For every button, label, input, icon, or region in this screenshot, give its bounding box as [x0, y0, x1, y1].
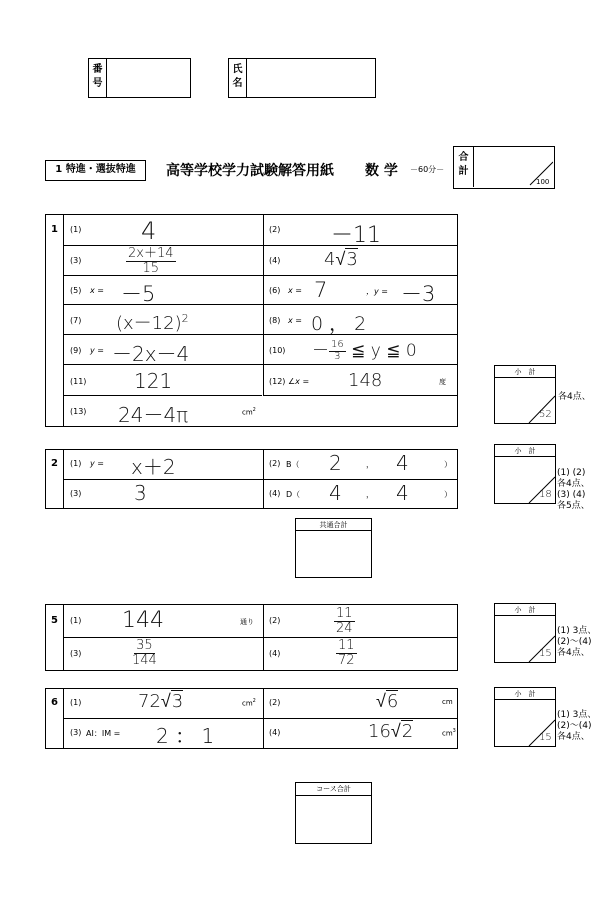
- q2-item-4-close: ）: [444, 490, 452, 499]
- common-total-label: 共通合計: [296, 519, 371, 531]
- q2-item-4-a: 4: [329, 481, 342, 505]
- q6-subtotal-label: 小 計: [495, 688, 555, 700]
- total-label-2: 計: [458, 166, 469, 177]
- q2-item-4-b: 4: [396, 481, 409, 505]
- q5-item-4-numerator: 11: [338, 638, 355, 653]
- q1-item-5-num: (5): [70, 286, 82, 295]
- q1-item-1-num: (1): [70, 225, 82, 234]
- q5-note-line-2: (2)～(4): [557, 637, 592, 647]
- q2-subtotal-score: 18: [539, 489, 552, 500]
- q2-note-line-1: (1) (2): [557, 468, 586, 478]
- subject: 数 学: [365, 163, 398, 179]
- q6-item-4-coef: 16: [368, 721, 391, 742]
- q6-note-line-3: 各4点、: [557, 732, 590, 742]
- q1-item-2-answer: －11: [331, 223, 381, 248]
- q5-item-4-denominator: 72: [338, 652, 355, 668]
- q1-item-5-prefix: x =: [90, 286, 104, 295]
- q5-item-3-fraction: [132, 639, 157, 667]
- q1-item-6-num: (6): [269, 286, 281, 295]
- q1-item-11-answer: 121: [134, 369, 173, 393]
- q2-item-3-answer: 3: [134, 481, 147, 505]
- q2-item-2-b: 4: [396, 451, 409, 475]
- q1-subtotal-box: [494, 365, 556, 424]
- q1-item-10-answer: [312, 336, 417, 362]
- total-max: 100: [536, 178, 550, 186]
- q1-item-4-coef: 4: [324, 249, 336, 270]
- q6-note-line-1: (1) 3点、: [557, 710, 597, 720]
- q1-item-12-num: (12): [269, 377, 286, 386]
- q2-table: [45, 449, 458, 509]
- q1-item-13-unit-base: cm: [242, 408, 253, 417]
- q1-points-note: 各4点、: [558, 392, 591, 402]
- q5-item-1-num: (1): [70, 616, 82, 625]
- time-limit: －60分－: [410, 165, 445, 174]
- q5-item-4-fraction: [336, 639, 357, 667]
- bangou-box: [88, 58, 191, 98]
- course-total-box: [295, 782, 372, 844]
- q6-item-1-unit-exp: 2: [252, 698, 256, 704]
- q1-item-13-unit-exp: 2: [252, 407, 256, 413]
- q6-table: [45, 688, 458, 749]
- q5-note-line-1: (1) 3点、: [557, 626, 597, 636]
- q1-item-6-answer-y: －3: [401, 282, 436, 306]
- q1-item-9-prefix: y =: [90, 346, 104, 355]
- q2-points-note: [557, 468, 590, 512]
- q6-item-4-unit: [442, 728, 456, 737]
- q1-item-7-exponent: 2: [181, 312, 189, 325]
- q5-number: 5: [51, 615, 58, 626]
- q5-item-2-num: (2): [269, 616, 281, 625]
- q5-note-line-3: 各4点、: [557, 648, 590, 658]
- q6-item-3-num: (3): [70, 728, 82, 737]
- q1-item-10-denominator: 3: [334, 350, 341, 362]
- q5-subtotal-box: [494, 603, 556, 663]
- q6-item-1-num: (1): [70, 698, 82, 707]
- q1-item-5-answer: －5: [121, 282, 156, 306]
- q6-item-1-answer: 72√3: [138, 691, 184, 712]
- q2-note-line-2: 各4点、: [557, 479, 590, 489]
- q5-item-1-answer: 144: [122, 608, 164, 633]
- q2-subtotal-label: 小 計: [495, 445, 555, 457]
- course-total-label: コース合計: [296, 783, 371, 796]
- q1-item-3-fraction: [126, 247, 176, 275]
- q1-item-1-answer: 4: [141, 217, 157, 245]
- q5-item-3-denominator: 144: [132, 652, 157, 668]
- q5-item-3-numerator: 35: [136, 638, 153, 653]
- q5-subtotal-score: 15: [539, 648, 552, 659]
- q1-item-10-sign: －: [312, 341, 329, 361]
- q2-item-1-prefix: y =: [90, 459, 104, 468]
- q5-item-1-unit: 通り: [240, 618, 254, 626]
- q5-points-note: [557, 626, 596, 659]
- q6-subtotal-box: [494, 687, 556, 747]
- q6-item-4-answer: 16√2: [368, 721, 414, 742]
- q2-subtotal-box: [494, 444, 556, 504]
- q1-item-9-answer: －2x－4: [112, 342, 190, 366]
- q2-note-line-4: 各5点、: [557, 501, 590, 511]
- q1-item-12-answer: 148: [348, 370, 383, 391]
- q2-item-1-num: (1): [70, 459, 82, 468]
- q5-item-3-num: (3): [70, 649, 82, 658]
- q6-number: 6: [51, 697, 58, 708]
- q6-item-3-prefix: AI：IM =: [86, 729, 121, 738]
- q1-item-4-num: (4): [269, 256, 281, 265]
- q2-item-4-num: (4): [269, 489, 281, 498]
- q5-item-2-denominator: 24: [336, 620, 353, 636]
- q1-item-9-num: (9): [70, 346, 82, 355]
- q1-item-3-numerator: 2x＋14: [128, 246, 174, 261]
- q1-item-6-answer-x: 7: [314, 278, 328, 302]
- q1-subtotal-label: 小 計: [495, 366, 555, 378]
- q2-item-2-num: (2): [269, 459, 281, 468]
- q6-item-2-answer: √6: [376, 691, 399, 712]
- q5-item-2-numerator: 11: [336, 606, 353, 621]
- q2-item-4-prefix: D（: [286, 490, 301, 499]
- q6-item-4-unit-base: cm: [442, 729, 453, 738]
- bangou-label-1: 番: [92, 64, 103, 75]
- q6-item-4-num: (4): [269, 728, 281, 737]
- total-label-1: 合: [458, 152, 469, 163]
- q1-item-7-answer: [116, 309, 189, 335]
- course-label: 1 特進・選抜特進: [45, 160, 146, 181]
- total-score-box: [453, 146, 555, 189]
- q2-item-2-sep: ，: [366, 460, 374, 469]
- shimei-label-1: 氏: [232, 64, 243, 75]
- q1-item-11-num: (11): [70, 377, 87, 386]
- q1-number: 1: [51, 224, 58, 235]
- q6-item-3-answer: 2 ： 1: [156, 724, 215, 748]
- q1-item-6-prefix-y: ，y =: [366, 287, 388, 296]
- q6-note-line-2: (2)～(4): [557, 721, 592, 731]
- q1-item-10-range: ≦ y ≦ 0: [351, 341, 417, 361]
- q1-item-8-prefix: x =: [288, 316, 302, 325]
- q1-item-3-num: (3): [70, 256, 82, 265]
- q6-item-1-coef: 72: [138, 691, 161, 712]
- q1-item-7-base: (x－12): [116, 313, 182, 334]
- shimei-box: [228, 58, 376, 98]
- q2-item-4-sep: ，: [366, 490, 374, 499]
- q1-item-7-num: (7): [70, 316, 82, 325]
- q6-item-1-radicand: 3: [171, 691, 184, 712]
- q1-item-10-num: (10): [269, 346, 286, 355]
- q6-item-2-num: (2): [269, 698, 281, 707]
- q2-item-2-prefix: B（: [286, 460, 300, 469]
- q1-subtotal-score: 52: [539, 409, 552, 420]
- shimei-label-2: 名: [232, 78, 243, 89]
- q1-item-13-num: (13): [70, 407, 87, 416]
- q6-item-2-unit: cm: [442, 698, 453, 706]
- q1-item-3-denominator: 15: [142, 260, 160, 276]
- q1-item-12-prefix: ∠x =: [288, 377, 310, 386]
- q1-table: [45, 214, 458, 427]
- q2-item-3-num: (3): [70, 489, 82, 498]
- bangou-label-2: 号: [92, 78, 103, 89]
- q1-item-4-radicand: 3: [346, 249, 358, 270]
- q6-subtotal-score: 15: [539, 732, 552, 743]
- q5-item-2-fraction: [334, 607, 355, 635]
- q1-item-8-answer: 0 ， 2: [311, 313, 367, 335]
- q5-table: [45, 604, 458, 671]
- q2-number: 2: [51, 458, 58, 469]
- q6-item-2-radicand: 6: [386, 691, 399, 712]
- q1-item-13-unit: [242, 407, 256, 416]
- q6-item-4-radicand: 2: [401, 721, 414, 742]
- common-total-box: [295, 518, 372, 578]
- q2-item-1-answer: x＋2: [131, 455, 176, 479]
- q5-item-4-num: (4): [269, 649, 281, 658]
- q1-item-4-answer: 4√3: [324, 249, 358, 270]
- q6-item-1-unit-base: cm: [242, 699, 253, 708]
- q1-item-13-answer: 24－4π: [118, 403, 189, 427]
- page-title: 高等学校学力試験解答用紙: [166, 163, 334, 179]
- q2-item-2-close: ）: [444, 460, 452, 469]
- q1-item-2-num: (2): [269, 225, 281, 234]
- q6-points-note: [557, 710, 596, 743]
- q1-item-12-unit: 度: [439, 378, 446, 386]
- q1-item-6-prefix: x =: [288, 286, 302, 295]
- q6-item-1-unit: [242, 698, 256, 707]
- q2-item-2-a: 2: [329, 451, 342, 475]
- q2-note-line-3: (3) (4): [557, 490, 586, 500]
- q1-item-10-numerator: 16: [331, 339, 344, 350]
- q1-item-8-num: (8): [269, 316, 281, 325]
- q6-item-4-unit-exp: 3: [452, 728, 456, 734]
- q5-subtotal-label: 小 計: [495, 604, 555, 616]
